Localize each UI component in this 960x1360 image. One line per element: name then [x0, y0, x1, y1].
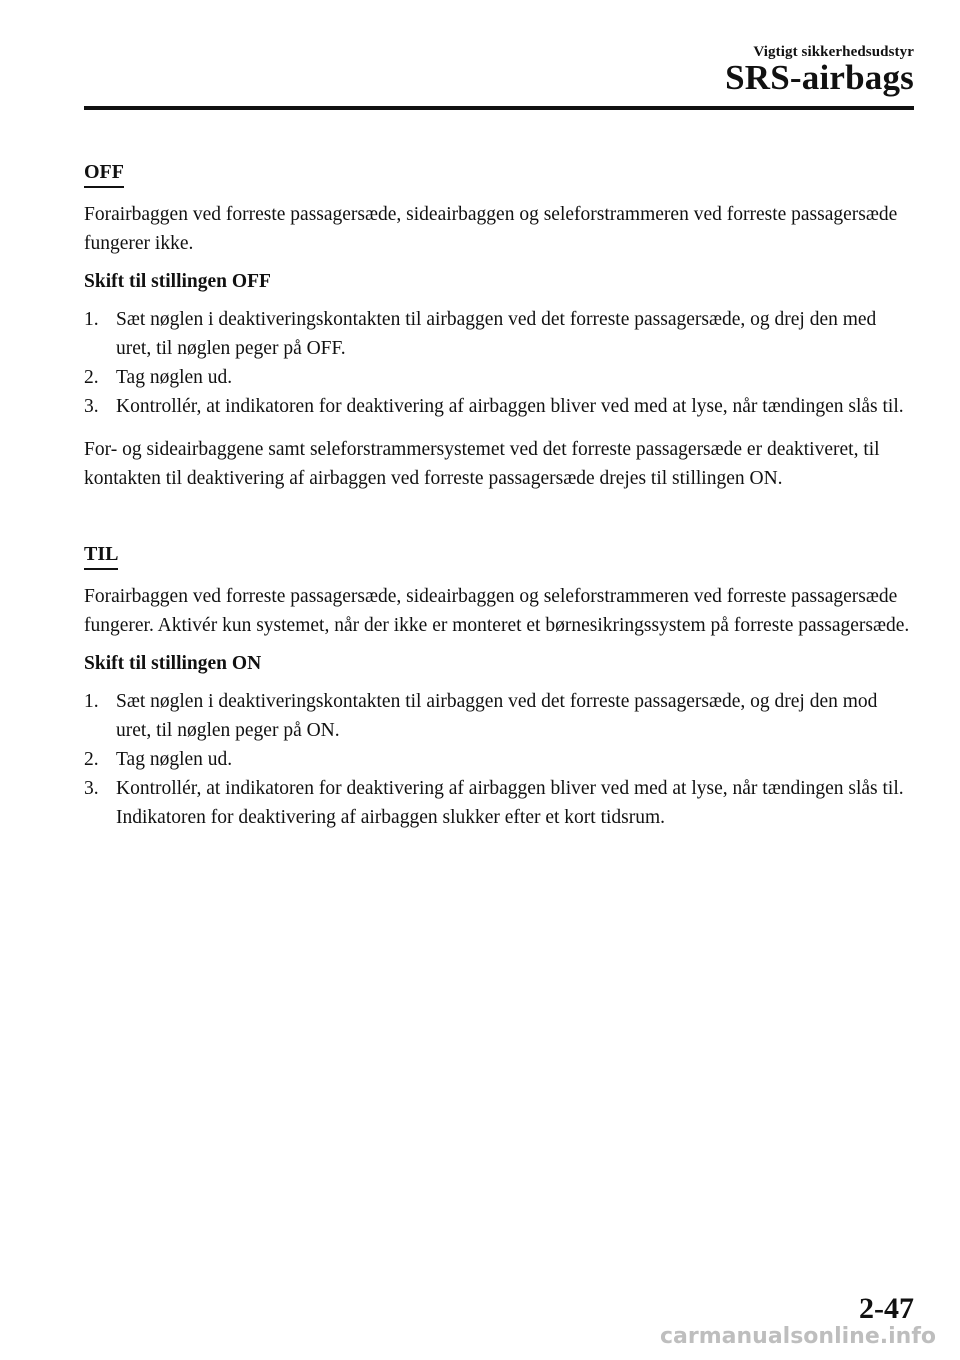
til-intro: Forairbaggen ved forreste passagersæde, sideairbaggen og seleforstrammeren ved forreste passagersæde fungerer. Aktivér kun systemet, når der ikke er monteret et børnesikringssystem på forreste passagersæde. — [84, 586, 910, 636]
off-heading: OFF — [84, 160, 124, 188]
step-number: 1. — [84, 309, 99, 330]
til-subheading: Skift til stillingen ON — [84, 653, 262, 674]
page-title: SRS-airbags — [725, 58, 914, 97]
list-item — [84, 305, 914, 363]
step-text: Kontrollér, at indikatoren for deaktivering af airbaggen bliver ved med at lyse, når tændingen slås til. Indikatoren for deaktivering af airbaggen slukker efter et kort tidsrum. — [116, 778, 904, 828]
step-text: Kontrollér, at indikatoren for deaktivering af airbaggen bliver ved med at lyse, når tændingen slås til. — [116, 396, 904, 417]
watermark: carmanualsonline.info — [660, 1324, 936, 1349]
off-subheading: Skift til stillingen OFF — [84, 271, 271, 292]
step-number: 2. — [84, 367, 99, 388]
step-text: Tag nøglen ud. — [116, 367, 233, 388]
list-item — [84, 363, 914, 392]
off-steps-list — [84, 305, 914, 421]
list-item — [84, 774, 914, 832]
step-number: 2. — [84, 749, 99, 770]
list-item — [84, 745, 914, 774]
step-number: 3. — [84, 778, 99, 799]
step-number: 1. — [84, 691, 99, 712]
header-divider — [84, 106, 914, 110]
til-heading: TIL — [84, 542, 118, 570]
step-text: Sæt nøglen i deaktiveringskontakten til airbaggen ved det forreste passagersæde, og drej den med uret, til nøglen peger på OFF. — [116, 309, 877, 359]
step-text: Tag nøglen ud. — [116, 749, 233, 770]
step-text: Sæt nøglen i deaktiveringskontakten til airbaggen ved det forreste passagersæde, og drej den mod uret, til nøglen peger på ON. — [116, 691, 878, 741]
off-note: For- og sideairbaggene samt seleforstrammersystemet ved det forreste passagersæde er deaktiveret, til kontakten til deaktivering af airbaggen ved forreste passagersæde drejes til stillingen ON. — [84, 439, 880, 489]
header-section-label: Vigtigt sikkerhedsudstyr — [753, 44, 914, 60]
list-item — [84, 687, 914, 745]
step-number: 3. — [84, 396, 99, 417]
list-item — [84, 392, 914, 421]
off-intro: Forairbaggen ved forreste passagersæde, sideairbaggen og seleforstrammeren ved forreste passagersæde fungerer ikke. — [84, 204, 898, 254]
til-steps-list — [84, 687, 914, 832]
page-number: 2-47 — [859, 1292, 914, 1325]
page-content — [84, 158, 914, 832]
